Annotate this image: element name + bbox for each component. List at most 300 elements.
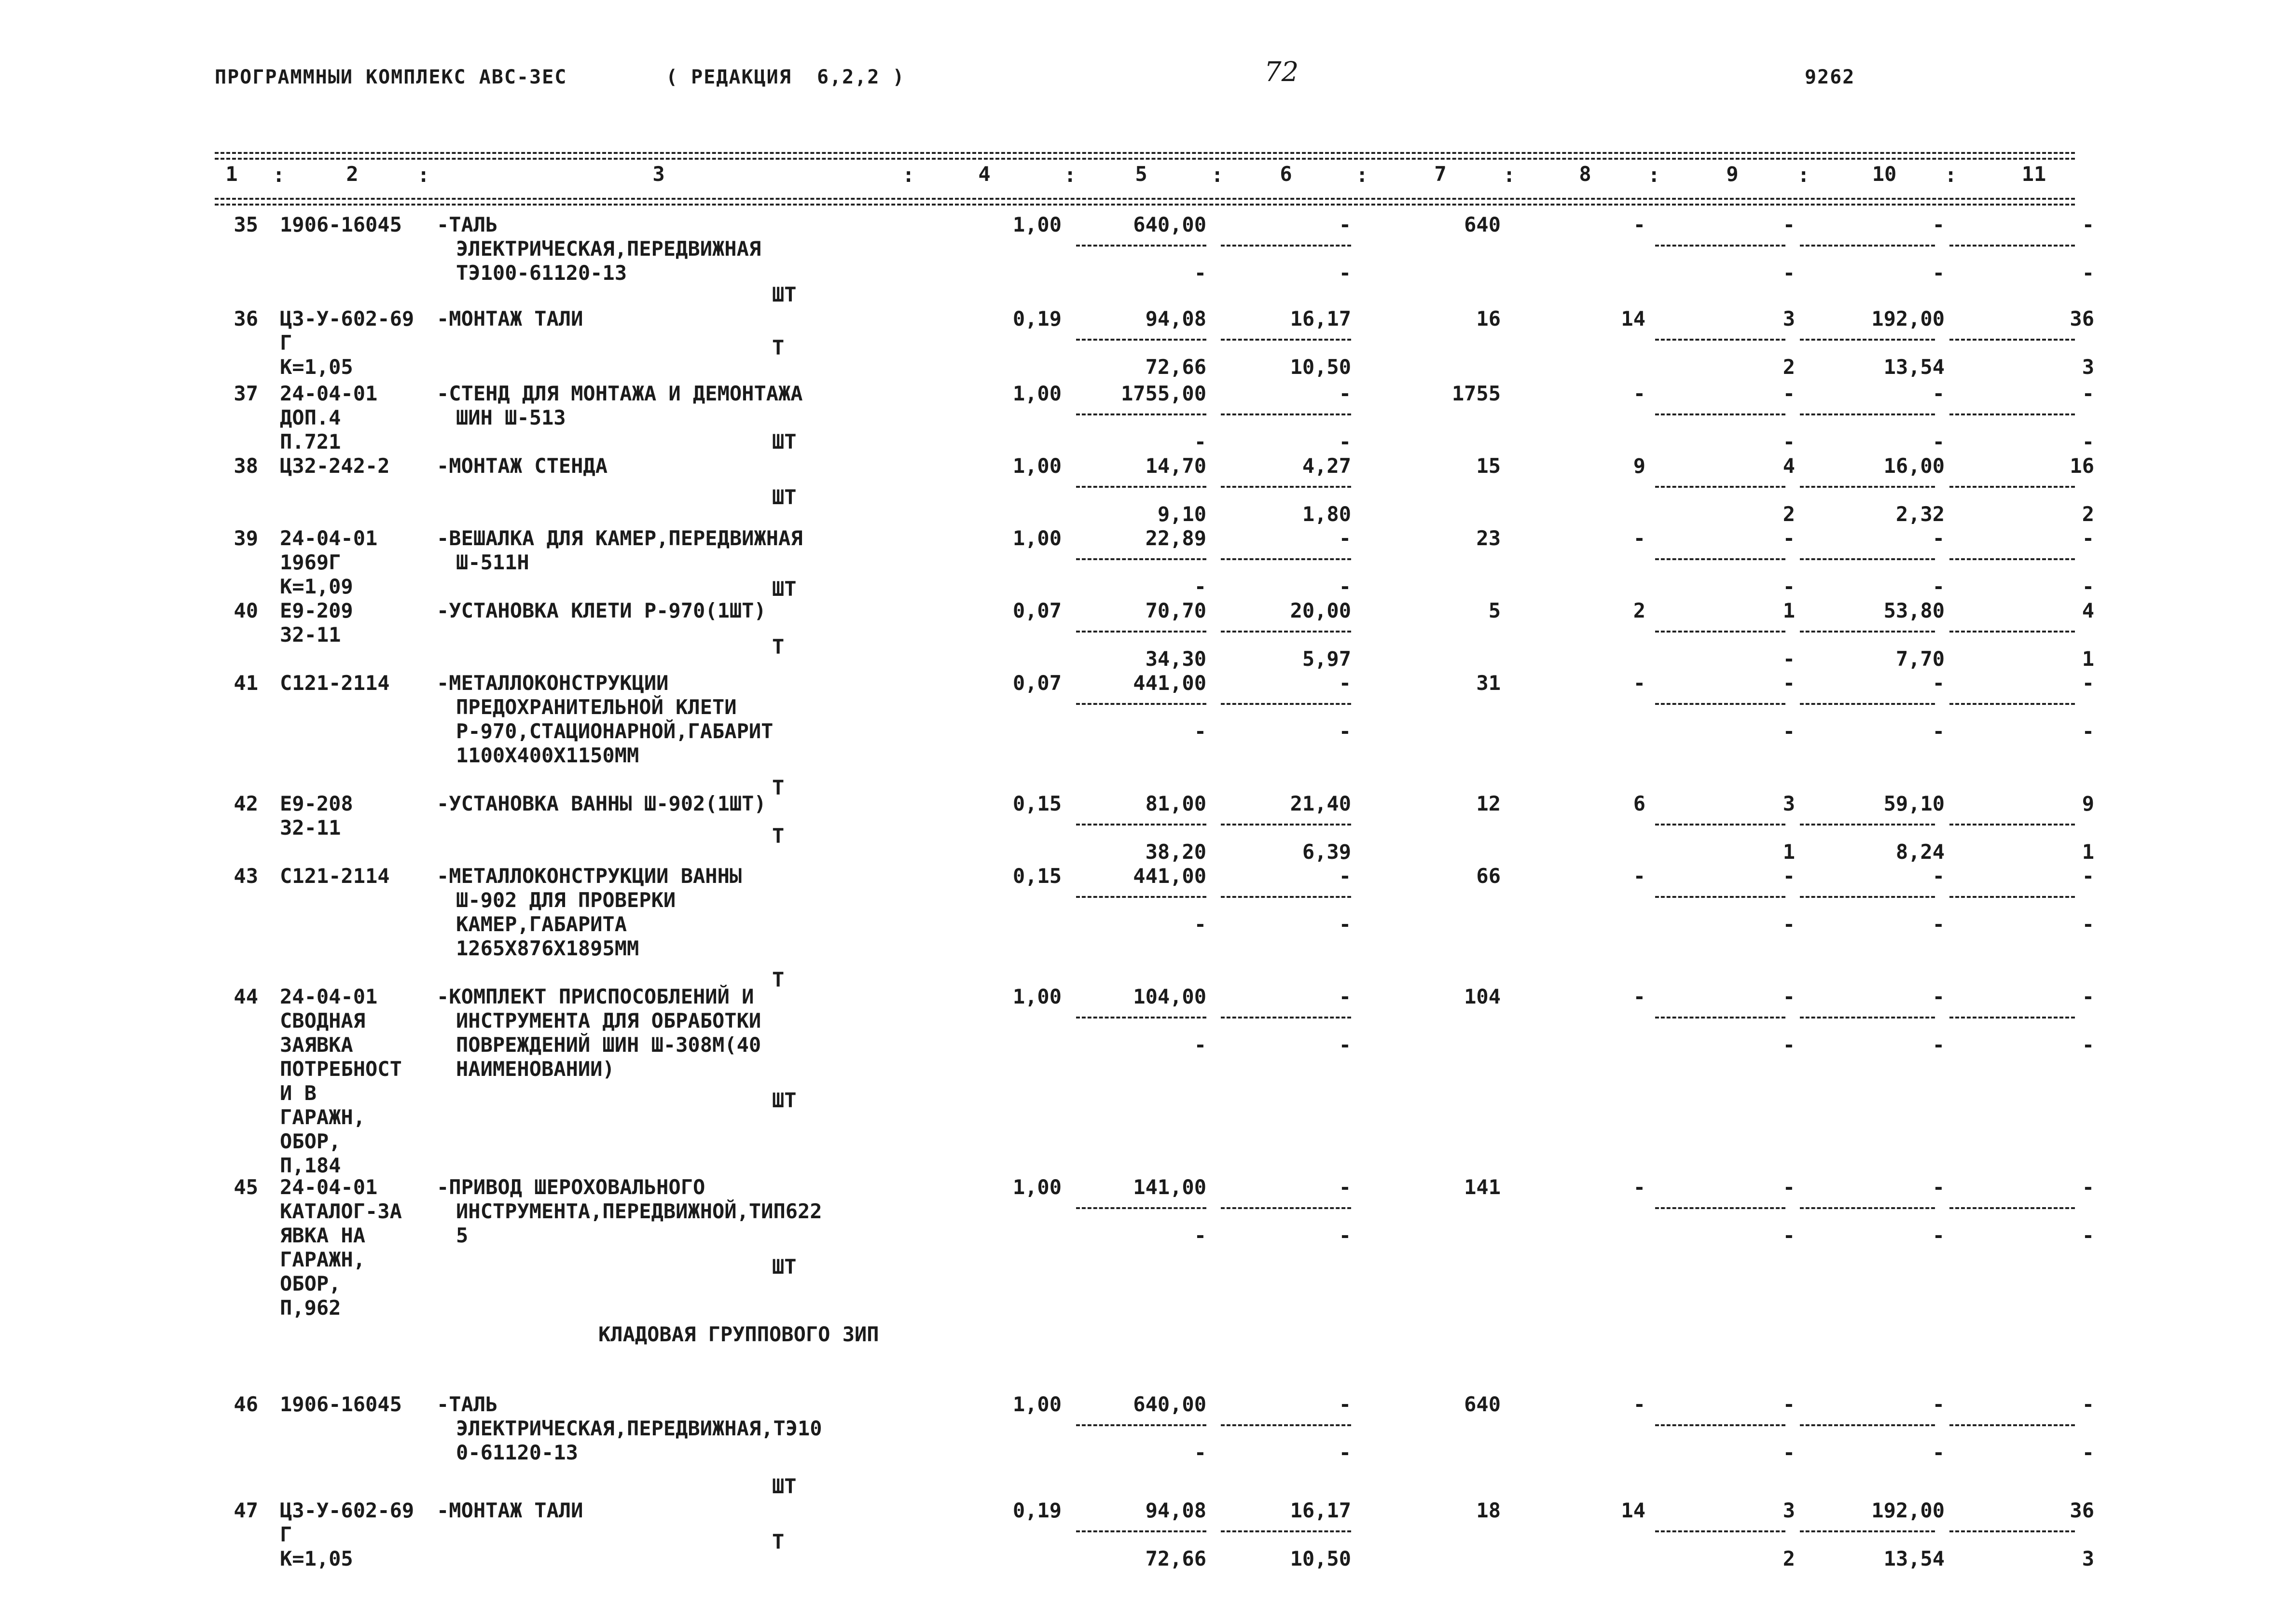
cell-col11-lower: - (2082, 912, 2094, 936)
cell-col5: 70,70 (1145, 599, 1206, 622)
cell-divider-rule (1655, 631, 1785, 633)
cell-divider-rule (1076, 245, 1206, 247)
row-description-line: ШИН Ш-513 (456, 406, 566, 429)
column-header-2: 2 (346, 162, 359, 186)
cell-divider-rule (1076, 1530, 1206, 1532)
cell-divider-rule (1076, 896, 1206, 898)
row-code-line: 24-04-01 (280, 985, 378, 1008)
cell-divider-rule (1655, 413, 1785, 415)
column-separator: : (1797, 163, 1810, 187)
cell-col11-lower: - (2082, 430, 2094, 454)
row-code-line: К=1,05 (280, 355, 353, 379)
cell-divider-rule (1949, 486, 2075, 488)
cell-col7: 141 (1464, 1175, 1501, 1199)
cell-col10: - (1932, 382, 1945, 405)
cell-col5-lower: 9,10 (1157, 502, 1206, 526)
row-number: 42 (234, 792, 258, 815)
cell-col5-lower: - (1194, 1441, 1206, 1464)
table-header-rule (215, 198, 2075, 200)
cell-col5: 14,70 (1145, 454, 1206, 478)
row-description-line: -ПРИВОД ШЕРОХОВАЛЬНОГО (437, 1175, 705, 1199)
cell-col11: - (2082, 671, 2094, 695)
cell-col6: - (1339, 526, 1351, 550)
cell-col7: 31 (1476, 671, 1501, 695)
cell-divider-rule (1800, 824, 1935, 826)
cell-col6-lower: 1,80 (1302, 502, 1351, 526)
row-code-line: 24-04-01 (280, 1175, 378, 1199)
cell-col10-lower: - (1932, 912, 1945, 936)
cell-col6-lower: 6,39 (1302, 840, 1351, 864)
cell-col6-lower: - (1339, 719, 1351, 743)
cell-col6: - (1339, 1392, 1351, 1416)
cell-col5: 94,08 (1145, 1499, 1206, 1522)
cell-divider-rule (1221, 245, 1351, 247)
cell-col9: - (1783, 213, 1795, 236)
row-unit: Т (772, 635, 785, 659)
cell-divider-rule (1800, 245, 1935, 247)
cell-divider-rule (1800, 339, 1935, 341)
cell-col9: 4 (1783, 454, 1795, 478)
row-code-line: Ц32-242-2 (280, 454, 390, 478)
row-description-line: 5 (456, 1224, 469, 1247)
cell-col10-lower: 2,32 (1895, 502, 1945, 526)
cell-col7: 18 (1476, 1499, 1501, 1522)
cell-col10: - (1932, 1175, 1945, 1199)
cell-col6: 4,27 (1302, 454, 1351, 478)
cell-col11: - (2082, 1175, 2094, 1199)
cell-divider-rule (1949, 1424, 2075, 1426)
cell-col11-lower: 1 (2082, 840, 2094, 864)
column-separator: : (417, 163, 430, 187)
cell-col4: 0,19 (1012, 307, 1062, 330)
cell-col10-lower: 13,54 (1883, 355, 1945, 379)
cell-col10-lower: - (1932, 1224, 1945, 1247)
row-description-line: ЭЛЕКТРИЧЕСКАЯ,ПЕРЕДВИЖНАЯ,ТЭ10 (456, 1417, 822, 1440)
cell-col5-lower: - (1194, 261, 1206, 285)
cell-col11-lower: - (2082, 1033, 2094, 1057)
cell-col10: 192,00 (1871, 307, 1945, 330)
row-code-line: Е9-209 (280, 599, 353, 622)
column-separator: : (1211, 163, 1224, 187)
row-code-line: П,962 (280, 1296, 341, 1320)
cell-col9: 3 (1783, 1499, 1795, 1522)
cell-col4: 1,00 (1012, 454, 1062, 478)
cell-col6: - (1339, 985, 1351, 1008)
cell-col11: 36 (2070, 307, 2094, 330)
cell-col5-lower: - (1194, 719, 1206, 743)
cell-col10: - (1932, 671, 1945, 695)
row-code-line: ПОТРЕБНОСТ (280, 1057, 402, 1081)
column-header-7: 7 (1434, 162, 1447, 186)
cell-col9: - (1783, 985, 1795, 1008)
row-code-line: ЯВКА НА (280, 1224, 366, 1247)
column-header-11: 11 (2021, 162, 2046, 186)
cell-divider-rule (1800, 703, 1935, 705)
cell-col6-lower: - (1339, 1224, 1351, 1247)
cell-divider-rule (1800, 1207, 1935, 1209)
cell-col9-lower: - (1783, 261, 1795, 285)
cell-col9-lower: 2 (1783, 1547, 1795, 1570)
row-number: 40 (234, 599, 258, 622)
row-unit: Т (772, 776, 785, 799)
cell-col9: 3 (1783, 307, 1795, 330)
row-description-line: ЭЛЕКТРИЧЕСКАЯ,ПЕРЕДВИЖНАЯ (456, 237, 761, 261)
cell-col6: 16,17 (1290, 1499, 1351, 1522)
row-description-line: -МОНТАЖ ТАЛИ (437, 1499, 583, 1522)
row-description-line: -КОМПЛЕКТ ПРИСПОСОБЛЕНИЙ И (437, 985, 754, 1008)
cell-col10: - (1932, 1392, 1945, 1416)
row-number: 38 (234, 454, 258, 478)
cell-col5: 640,00 (1133, 1392, 1206, 1416)
cell-col11: 4 (2082, 599, 2094, 622)
cell-col6-lower: 10,50 (1290, 355, 1351, 379)
cell-col5: 104,00 (1133, 985, 1206, 1008)
cell-col8: - (1633, 671, 1645, 695)
program-title: ПРОГРАММНЫИ КОМПЛЕКС АВС-3ЕС (215, 66, 567, 88)
cell-divider-rule (1655, 1424, 1785, 1426)
cell-divider-rule (1221, 413, 1351, 415)
cell-divider-rule (1800, 1424, 1935, 1426)
cell-col4: 1,00 (1012, 1175, 1062, 1199)
cell-divider-rule (1949, 1207, 2075, 1209)
column-header-5: 5 (1135, 162, 1147, 186)
row-description-line: 1100Х400Х1150ММ (456, 743, 639, 767)
cell-divider-rule (1221, 558, 1351, 560)
cell-col11-lower: 1 (2082, 647, 2094, 671)
cell-col9-lower: - (1783, 912, 1795, 936)
cell-divider-rule (1076, 631, 1206, 633)
cell-divider-rule (1221, 824, 1351, 826)
cell-divider-rule (1949, 1530, 2075, 1532)
cell-divider-rule (1800, 896, 1935, 898)
cell-col11-lower: 2 (2082, 502, 2094, 526)
cell-col6: - (1339, 382, 1351, 405)
row-code-line: Е9-208 (280, 792, 353, 815)
cell-divider-rule (1800, 631, 1935, 633)
row-code-line: ГАРАЖН, (280, 1105, 366, 1129)
row-description-line: ИНСТРУМЕНТА,ПЕРЕДВИЖНОЙ,ТИП622 (456, 1199, 822, 1223)
cell-col5-lower: 34,30 (1145, 647, 1206, 671)
edition-label: ( РЕДАКЦИЯ 6,2,2 ) (666, 66, 905, 88)
cell-col7: 640 (1464, 213, 1501, 236)
cell-col8: - (1633, 985, 1645, 1008)
cell-col6-lower: 5,97 (1302, 647, 1351, 671)
cell-col11-lower: 3 (2082, 355, 2094, 379)
row-code-line: ЗАЯВКА (280, 1033, 353, 1057)
cell-divider-rule (1655, 245, 1785, 247)
cell-col4: 1,00 (1012, 526, 1062, 550)
cell-col10-lower: - (1932, 1033, 1945, 1057)
cell-divider-rule (1655, 1017, 1785, 1018)
cell-col6: 16,17 (1290, 307, 1351, 330)
column-header-10: 10 (1872, 162, 1897, 186)
cell-col9: - (1783, 1175, 1795, 1199)
cell-col8: - (1633, 1392, 1645, 1416)
row-code-line: 1969Г (280, 551, 341, 574)
row-description-line: -ВЕШАЛКА ДЛЯ КАМЕР,ПЕРЕДВИЖНАЯ (437, 526, 803, 550)
cell-col8: 9 (1633, 454, 1645, 478)
cell-col5-lower: 38,20 (1145, 840, 1206, 864)
cell-col10: 53,80 (1883, 599, 1945, 622)
cell-col6-lower: - (1339, 261, 1351, 285)
row-number: 35 (234, 213, 258, 236)
cell-col5-lower: 72,66 (1145, 1547, 1206, 1570)
cell-divider-rule (1221, 1207, 1351, 1209)
cell-col5: 1755,00 (1120, 382, 1206, 405)
cell-col9-lower: - (1783, 1224, 1795, 1247)
table-top-rule (215, 152, 2075, 154)
cell-divider-rule (1655, 558, 1785, 560)
column-separator: : (273, 163, 285, 187)
cell-col6-lower: - (1339, 575, 1351, 598)
cell-col11: - (2082, 382, 2094, 405)
cell-col10: 16,00 (1883, 454, 1945, 478)
cell-col11: 16 (2070, 454, 2094, 478)
cell-col9-lower: - (1783, 430, 1795, 454)
row-number: 44 (234, 985, 258, 1008)
cell-col7: 1755 (1451, 382, 1501, 405)
cell-col4: 1,00 (1012, 382, 1062, 405)
cell-col10-lower: 8,24 (1895, 840, 1945, 864)
row-unit: Т (772, 824, 785, 848)
row-description-line: 0-61120-13 (456, 1441, 578, 1464)
cell-divider-rule (1076, 486, 1206, 488)
column-header-4: 4 (978, 162, 991, 186)
cell-divider-rule (1655, 486, 1785, 488)
row-code-line: КАТАЛОГ-ЗА (280, 1199, 402, 1223)
cell-col11: 36 (2070, 1499, 2094, 1522)
cell-divider-rule (1949, 558, 2075, 560)
cell-col7: 12 (1476, 792, 1501, 815)
row-code-line: 24-04-01 (280, 526, 378, 550)
cell-divider-rule (1949, 339, 2075, 341)
cell-col6: - (1339, 1175, 1351, 1199)
cell-col8: - (1633, 382, 1645, 405)
row-description-line: ПОВРЕЖДЕНИЙ ШИН Ш-308М(40 (456, 1033, 761, 1057)
cell-col11-lower: - (2082, 261, 2094, 285)
cell-col5: 22,89 (1145, 526, 1206, 550)
cell-divider-rule (1221, 1017, 1351, 1018)
row-number: 37 (234, 382, 258, 405)
cell-col9: - (1783, 864, 1795, 888)
row-code-line: П,184 (280, 1154, 341, 1177)
cell-col11: - (2082, 864, 2094, 888)
cell-col4: 0,15 (1012, 864, 1062, 888)
row-description-line: -УСТАНОВКА КЛЕТИ Р-970(1ШТ) (437, 599, 766, 622)
cell-col5: 141,00 (1133, 1175, 1206, 1199)
column-separator: : (1503, 163, 1516, 187)
cell-col4: 1,00 (1012, 985, 1062, 1008)
cell-col5-lower: - (1194, 430, 1206, 454)
cell-col8: - (1633, 213, 1645, 236)
cell-col10-lower: - (1932, 1441, 1945, 1464)
row-description-line: -ТАЛЬ (437, 213, 498, 236)
row-number: 41 (234, 671, 258, 695)
row-unit: ШТ (772, 1088, 797, 1112)
cell-col6: - (1339, 671, 1351, 695)
cell-col10-lower: - (1932, 719, 1945, 743)
cell-col9: 1 (1783, 599, 1795, 622)
row-description-line: -МЕТАЛЛОКОНСТРУКЦИИ ВАННЫ (437, 864, 742, 888)
cell-col9-lower: - (1783, 1441, 1795, 1464)
cell-col10: 59,10 (1883, 792, 1945, 815)
cell-divider-rule (1221, 1424, 1351, 1426)
row-code-line: Г (280, 331, 292, 355)
column-header-8: 8 (1579, 162, 1591, 186)
cell-col4: 0,19 (1012, 1499, 1062, 1522)
cell-col10-lower: - (1932, 430, 1945, 454)
cell-col10: 192,00 (1871, 1499, 1945, 1522)
row-description-line: Р-970,СТАЦИОНАРНОЙ,ГАБАРИТ (456, 719, 774, 743)
row-code-line: ОБОР, (280, 1129, 341, 1153)
row-description-line: 1265Х876Х1895ММ (456, 936, 639, 960)
cell-divider-rule (1221, 339, 1351, 341)
row-number: 43 (234, 864, 258, 888)
cell-col10: - (1932, 985, 1945, 1008)
cell-col9-lower: 2 (1783, 355, 1795, 379)
cell-col7: 23 (1476, 526, 1501, 550)
cell-col11: 9 (2082, 792, 2094, 815)
cell-col9: - (1783, 526, 1795, 550)
row-code-line: 32-11 (280, 816, 341, 840)
cell-col7: 640 (1464, 1392, 1501, 1416)
row-code-line: ГАРАЖН, (280, 1248, 366, 1271)
cell-divider-rule (1800, 1017, 1935, 1018)
cell-col11-lower: - (2082, 575, 2094, 598)
cell-divider-rule (1076, 1017, 1206, 1018)
row-code-line: 1906-16045 (280, 1392, 402, 1416)
cell-divider-rule (1655, 824, 1785, 826)
cell-col5-lower: - (1194, 575, 1206, 598)
column-separator: : (1945, 163, 1957, 187)
cell-col10-lower: 13,54 (1883, 1547, 1945, 1570)
row-description-line: ТЭ100-61120-13 (456, 261, 627, 285)
cell-col8: 2 (1633, 599, 1645, 622)
cell-col11: - (2082, 1392, 2094, 1416)
row-description-line: -УСТАНОВКА ВАННЫ Ш-902(1ШТ) (437, 792, 766, 815)
cell-divider-rule (1076, 824, 1206, 826)
cell-divider-rule (1076, 1207, 1206, 1209)
cell-divider-rule (1949, 896, 2075, 898)
cell-col7: 5 (1488, 599, 1501, 622)
cell-col11-lower: - (2082, 1224, 2094, 1247)
cell-divider-rule (1800, 413, 1935, 415)
cell-col9-lower: - (1783, 719, 1795, 743)
cell-col9: - (1783, 671, 1795, 695)
cell-col11-lower: 3 (2082, 1547, 2094, 1570)
cell-col6-lower: 10,50 (1290, 1547, 1351, 1570)
cell-divider-rule (1655, 339, 1785, 341)
row-code-line: 32-11 (280, 623, 341, 647)
row-description-line: КАМЕР,ГАБАРИТА (456, 912, 627, 936)
cell-col7: 66 (1476, 864, 1501, 888)
cell-col8: 6 (1633, 792, 1645, 815)
cell-col7: 104 (1464, 985, 1501, 1008)
cell-col8: 14 (1621, 1499, 1645, 1522)
column-separator: : (1356, 163, 1368, 187)
cell-col7: 15 (1476, 454, 1501, 478)
cell-col9: - (1783, 382, 1795, 405)
cell-divider-rule (1076, 703, 1206, 705)
row-unit: ШТ (772, 430, 797, 454)
cell-divider-rule (1949, 631, 2075, 633)
column-separator: : (1648, 163, 1660, 187)
cell-col9-lower: 1 (1783, 840, 1795, 864)
cell-col9-lower: - (1783, 575, 1795, 598)
cell-col11: - (2082, 213, 2094, 236)
table-top-rule-2 (215, 158, 2075, 160)
cell-col11-lower: - (2082, 719, 2094, 743)
row-description-line: -МОНТАЖ ТАЛИ (437, 307, 583, 330)
cell-divider-rule (1800, 1530, 1935, 1532)
page-number: 72 (1264, 56, 1299, 88)
cell-divider-rule (1655, 896, 1785, 898)
cell-divider-rule (1949, 824, 2075, 826)
row-code-line: Ц3-У-602-69 (280, 307, 415, 330)
row-code-line: ОБОР, (280, 1272, 341, 1295)
cell-col8: - (1633, 1175, 1645, 1199)
cell-col7: 16 (1476, 307, 1501, 330)
section-heading: КЛАДОВАЯ ГРУППОВОГО ЗИП (598, 1322, 879, 1346)
cell-col5-lower: - (1194, 1033, 1206, 1057)
cell-col4: 0,15 (1012, 792, 1062, 815)
row-code-line: П.721 (280, 430, 341, 454)
row-code-line: 1906-16045 (280, 213, 402, 236)
row-code-line: С121-2114 (280, 671, 390, 695)
cell-col4: 0,07 (1012, 599, 1062, 622)
row-number: 39 (234, 526, 258, 550)
cell-col8: - (1633, 526, 1645, 550)
row-code-line: К=1,05 (280, 1547, 353, 1570)
cell-col11: - (2082, 526, 2094, 550)
cell-col10-lower: - (1932, 575, 1945, 598)
row-code-line: С121-2114 (280, 864, 390, 888)
table-header-rule-2 (215, 204, 2075, 206)
row-unit: ШТ (772, 577, 797, 601)
cell-col6: 21,40 (1290, 792, 1351, 815)
cell-divider-rule (1949, 245, 2075, 247)
row-unit: ШТ (772, 283, 797, 306)
cell-divider-rule (1949, 1017, 2075, 1018)
cell-divider-rule (1949, 413, 2075, 415)
cell-col6-lower: - (1339, 1441, 1351, 1464)
cell-col11: - (2082, 985, 2094, 1008)
cell-col4: 1,00 (1012, 213, 1062, 236)
row-code-line: 24-04-01 (280, 382, 378, 405)
cell-col6: - (1339, 213, 1351, 236)
row-unit: ШТ (772, 485, 797, 509)
row-description-line: ПРЕДОХРАНИТЕЛЬНОЙ КЛЕТИ (456, 695, 737, 719)
row-code-line: ДОП.4 (280, 406, 341, 429)
row-number: 45 (234, 1175, 258, 1199)
cell-col10: - (1932, 213, 1945, 236)
cell-divider-rule (1655, 1207, 1785, 1209)
cell-col9: 3 (1783, 792, 1795, 815)
row-description-line: -МОНТАЖ СТЕНДА (437, 454, 608, 478)
row-description-line: ИНСТРУМЕНТА ДЛЯ ОБРАБОТКИ (456, 1009, 761, 1032)
cell-col10: - (1932, 526, 1945, 550)
row-unit: Т (772, 968, 785, 991)
column-header-1: 1 (225, 162, 238, 186)
cell-col10: - (1932, 864, 1945, 888)
row-number: 36 (234, 307, 258, 330)
cell-col5: 81,00 (1145, 792, 1206, 815)
cell-col5-lower: - (1194, 1224, 1206, 1247)
cell-col11-lower: - (2082, 1441, 2094, 1464)
cell-col6-lower: - (1339, 912, 1351, 936)
cell-col5-lower: 72,66 (1145, 355, 1206, 379)
cell-col10-lower: 7,70 (1895, 647, 1945, 671)
